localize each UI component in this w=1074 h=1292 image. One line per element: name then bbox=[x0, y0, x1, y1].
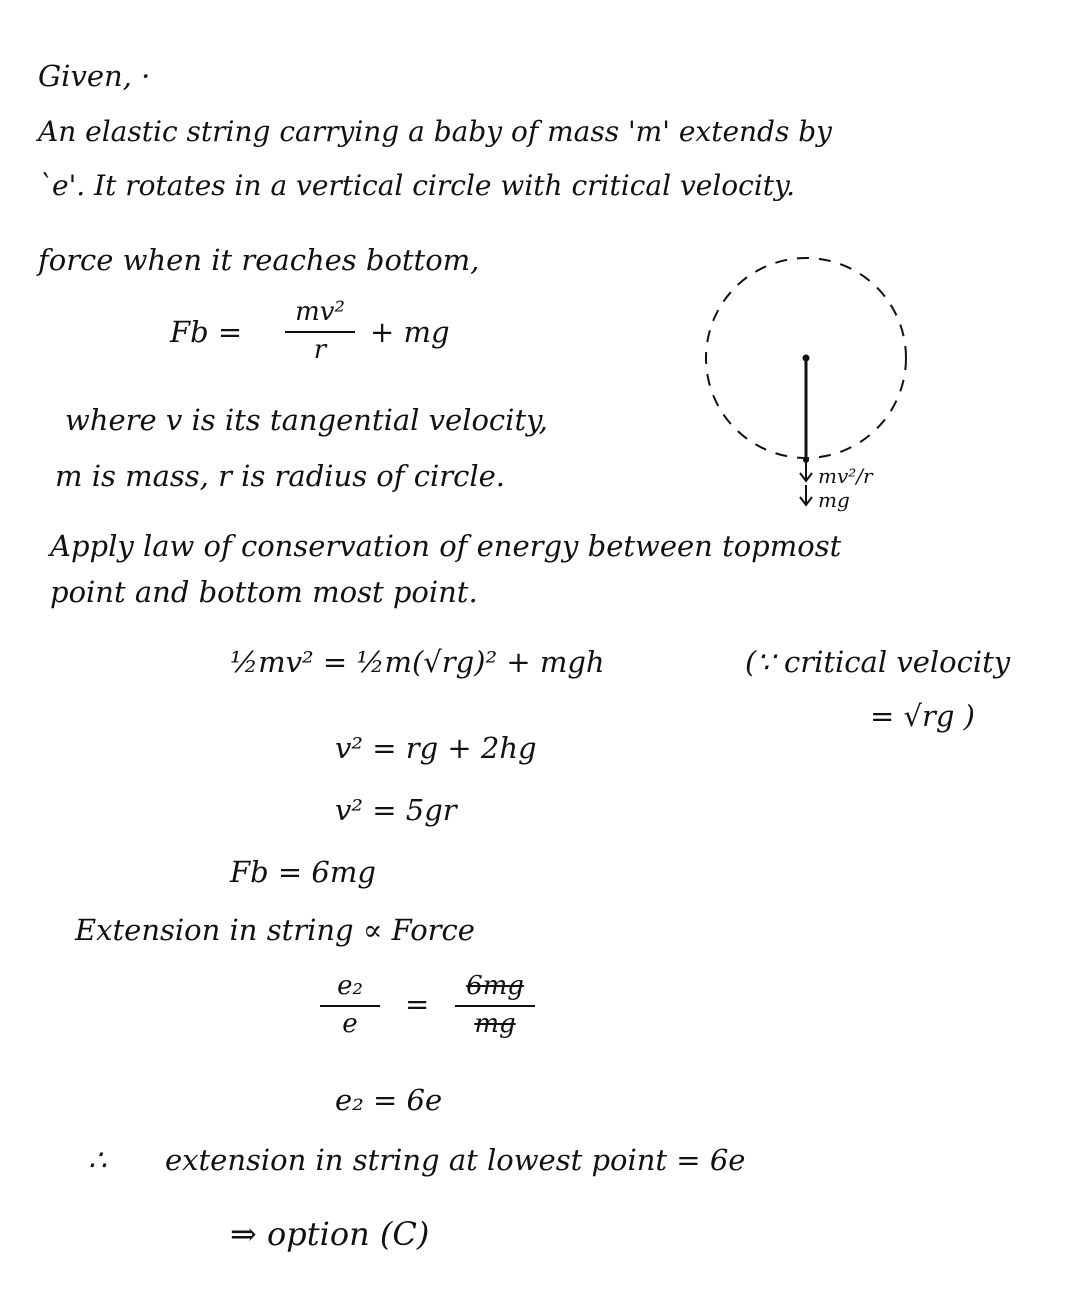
eq1-denominator: r bbox=[313, 334, 327, 365]
velocity-equation-1: v² = rg + 2hg bbox=[335, 731, 537, 765]
ratio-equals: = bbox=[405, 987, 430, 1021]
centripetal-force-label: mv²/r bbox=[818, 464, 873, 488]
apply-line-1: Apply law of conservation of energy between topmost bbox=[50, 529, 842, 563]
extension-result: e₂ = 6e bbox=[335, 1083, 443, 1117]
apply-line-2: point and bottom most point. bbox=[50, 575, 478, 609]
ratio-rhs-numerator: 6mg bbox=[466, 971, 524, 1001]
velocity-equation-2: v² = 5gr bbox=[335, 793, 457, 827]
energy-equation: ½mv² = ½m(√rg)² + mgh bbox=[230, 645, 605, 679]
eq1-lhs: Fb = bbox=[170, 315, 243, 349]
critical-velocity-note-2: = √rg ) bbox=[870, 699, 975, 733]
ratio-lhs-denominator: e bbox=[342, 1008, 358, 1039]
conclusion-line: extension in string at lowest point = 6e bbox=[165, 1143, 746, 1177]
answer-line: ⇒ option (C) bbox=[230, 1215, 430, 1253]
force-result: Fb = 6mg bbox=[230, 855, 376, 889]
given-heading: Given, · bbox=[38, 59, 151, 93]
eq1-rhs: + mg bbox=[370, 315, 450, 349]
force-bottom-line: force when it reaches bottom, bbox=[38, 243, 480, 277]
ratio-lhs-numerator: e₂ bbox=[337, 971, 363, 1001]
extension-proportional-line: Extension in string ∝ Force bbox=[75, 913, 475, 947]
where-line-2: m is mass, r is radius of circle. bbox=[55, 459, 505, 493]
where-line-1: where v is its tangential velocity, bbox=[65, 403, 548, 437]
problem-line-2: `e'. It rotates in a vertical circle with critical velocity. bbox=[38, 169, 796, 202]
critical-velocity-note-1: (∵ critical velocity bbox=[745, 645, 1011, 679]
eq1-numerator: mv² bbox=[295, 297, 345, 327]
weight-label: mg bbox=[818, 488, 850, 512]
therefore-symbol: ∴ bbox=[88, 1143, 107, 1177]
problem-line-1: An elastic string carrying a baby of mass 'm' extends by bbox=[38, 115, 832, 148]
ratio-rhs-denominator: mg bbox=[474, 1008, 516, 1039]
